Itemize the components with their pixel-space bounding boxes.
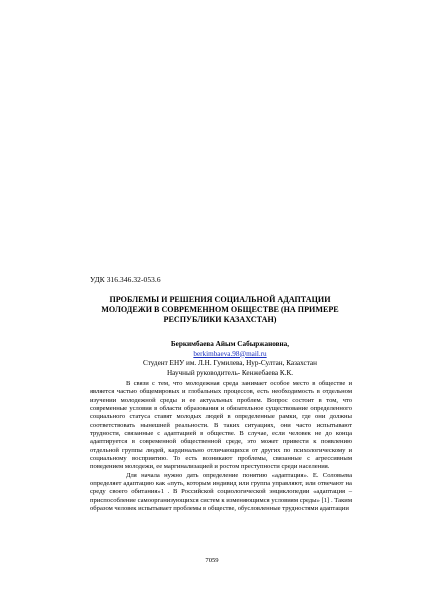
scientific-supervisor: Научный руководитель- Кенжебаева К.К.	[166, 368, 294, 377]
author-block	[100, 340, 360, 378]
page-number: 7059	[205, 557, 219, 564]
article-body	[90, 380, 352, 514]
udk-code: УДК 316.346.32-053.6	[90, 275, 161, 284]
author-affiliation: Студент ЕНУ им. Л.Н. Гумилева, Нур-Султан, Казахстан	[143, 359, 317, 368]
author-email-link[interactable]: berkimbaeva.98@mail.ru	[193, 349, 267, 358]
author-name: Беркимбаева Айым Сабыржановна,	[170, 340, 290, 348]
article-title: ПРОБЛЕМЫ И РЕШЕНИЯ СОЦИАЛЬНОЙ АДАПТАЦИИ МОЛОДЕЖИ В СОВРЕМЕННОМ ОБЩЕСТВЕ (НА ПРИМЕРЕ РЕСПУБЛИКИ КАЗАХСТАН)	[101, 295, 339, 324]
body-paragraph: Для начала нужно дать определение понятию «адаптация». Е. Соловьева определяет адаптацию как «путь, которым индивид или группа управляют, или отвечают на среду своего обитания»1 . В Российской социологической энциклопедии «адаптация – приспособление самоорганизующихся систем к изменяющимся условиям среды» [1] . Таким образом человек испытывает проблемы в обществе, обусловленные трудностями адаптации	[90, 471, 352, 513]
body-paragraph: В связи с тем, что молодежная среда занимает особое место в обществе и является частью общемировых и глобальных процессов, есть необходимость в отдельном изучении молодежной среды и ее актуальных проблем. Вопрос состоит в том, что современные условия в области образования и обязательное существование определенного социального статуса ставят молодых людей в определенные рамки, где они должны соответствовать нынешней реальности. В таких ситуациях, они часто испытывают трудности, связанные с адаптацией в обществе. В случае, если человек не до конца адаптируется в современной общественной среде, это может привести к появлению отдельной группы людей, кардинально отличающихся от других по психологическому и социальному восприятию. То есть возникают проблемы, связанные с агрессивным поведением молодежи, ее маргинализацией и ростом преступности среди населения.	[90, 380, 352, 471]
